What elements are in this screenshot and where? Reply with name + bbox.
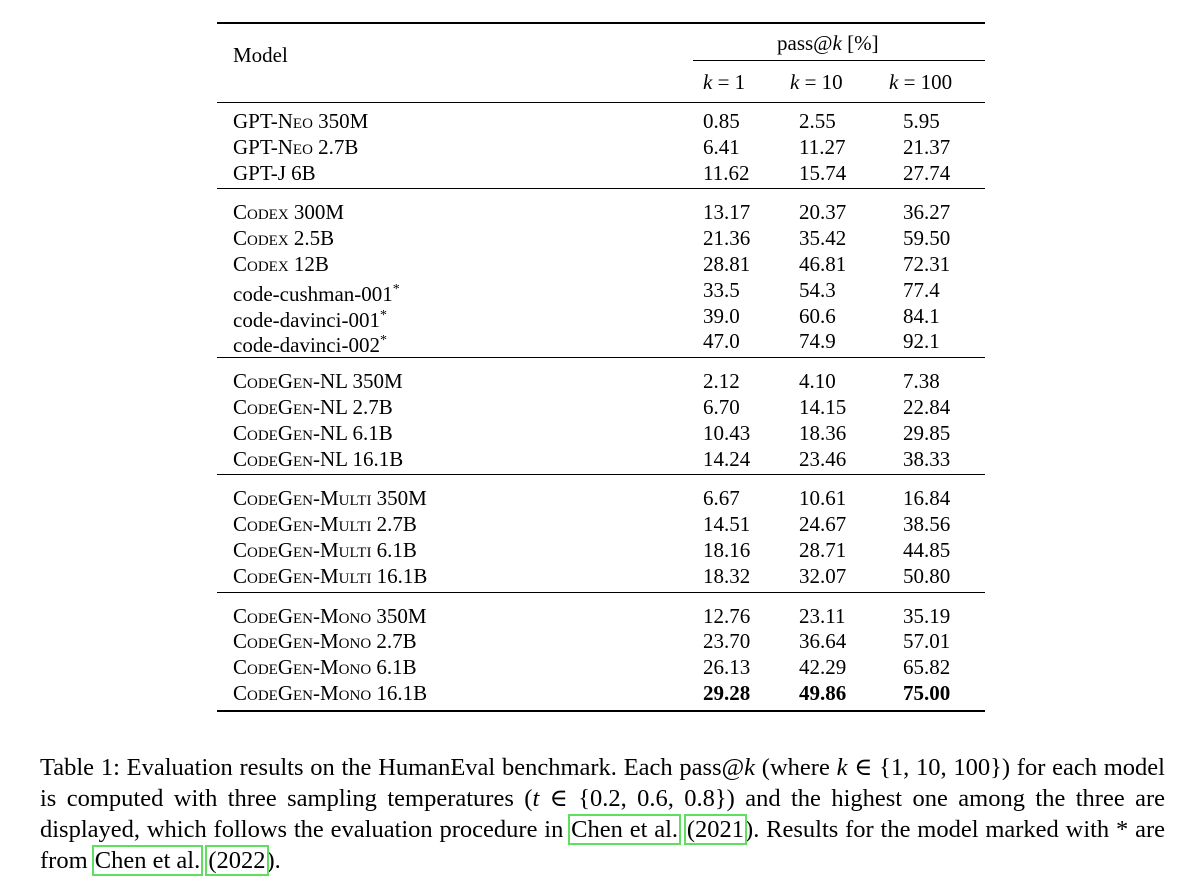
score-cell: 6.41 [703,134,740,159]
score-cell: 50.80 [903,563,951,588]
citation-link-chen-2021-name[interactable]: Chen et al. [571,816,679,843]
score-cell: 14.51 [703,512,751,537]
model-name: GPT-Neo 350M [233,109,369,133]
bottom-rule [217,710,985,712]
score-cell: 2.12 [703,369,740,394]
model-name: CodeGen-NL 6.1B [233,420,393,445]
model-name: CodeGen-Mono 350M [233,603,427,628]
score-cell: 44.85 [903,538,951,562]
table-caption [40,752,1165,876]
score-cell: 18.32 [703,563,751,588]
score-cell: 24.67 [799,512,847,537]
model-name: GPT-Neo 2.7B [233,134,359,159]
top-rule [217,22,985,24]
score-cell: 46.81 [799,252,847,276]
score-cell: 47.0 [703,329,740,354]
model-name: CodeGen-NL 350M [233,369,403,394]
k10-header: k = 10 [790,70,843,94]
score-cell: 26.13 [703,655,751,680]
score-cell: 7.38 [903,369,940,394]
model-name: CodeGen-Multi 6.1B [233,538,417,562]
caption-text-6: ). [266,847,281,874]
model-name: Codex 300M [233,200,345,225]
caption-text-5: ). Results for the model marked with * are from [40,816,1165,874]
k1-header: k = 1 [703,70,746,94]
score-cell: 27.74 [903,160,951,185]
citation-link-chen-2021-year[interactable]: (2021 [686,816,745,843]
score-cell: 21.36 [703,226,751,251]
score-cell: 42.29 [799,655,847,680]
model-name: CodeGen-NL 2.7B [233,395,393,419]
score-cell: 10.61 [799,486,847,511]
score-cell: 36.27 [903,200,951,225]
score-cell: 65.82 [903,655,951,680]
score-cell: 38.56 [903,512,951,537]
caption-text-1: Table 1: Evaluation results on the HumanEval benchmark. Each pass@ [40,754,745,781]
model-name: CodeGen-Mono 16.1B [233,681,428,705]
score-cell: 28.71 [799,538,847,562]
score-cell: 22.84 [903,395,951,419]
group-rule [217,357,985,358]
score-cell: 20.37 [799,200,847,225]
score-cell: 23.46 [799,446,847,471]
header-sub-rule [693,60,985,61]
score-cell: 39.0 [703,303,740,328]
pass-at-k-header: pass@k [%] [777,31,879,55]
model-name: code-davinci-001* [233,307,387,332]
caption-text-2: (where [755,754,837,781]
score-cell: 29.28 [703,681,751,705]
model-name: CodeGen-Multi 2.7B [233,512,417,537]
score-cell: 57.01 [903,629,951,654]
model-name: CodeGen-Multi 350M [233,486,427,511]
score-cell: 36.64 [799,629,847,654]
score-cell: 14.15 [799,395,847,419]
score-cell: 29.85 [903,420,951,445]
score-cell: 2.55 [799,109,836,133]
caption-text-3: ∈ {1, 10, 100}) for each model is computed with three sampling temperatures ( [40,754,1165,812]
score-cell: 54.3 [799,277,836,302]
score-cell: 60.6 [799,303,836,328]
model-name: CodeGen-Mono 2.7B [233,629,417,654]
score-cell: 15.74 [799,160,847,185]
score-cell: 28.81 [703,252,751,276]
score-cell: 4.10 [799,369,836,394]
score-cell: 6.70 [703,395,740,419]
score-cell: 21.37 [903,134,951,159]
score-cell: 38.33 [903,446,951,471]
score-cell: 84.1 [903,303,940,328]
model-name: CodeGen-Mono 6.1B [233,655,417,680]
caption-text-4: ∈ {0.2, 0.6, 0.8}) and the highest one among the three are displayed, which follows the evaluation procedure in [40,785,1166,843]
score-cell: 59.50 [903,226,951,251]
score-cell: 32.07 [799,563,847,588]
model-name: CodeGen-NL 16.1B [233,446,404,471]
model-column-header: Model [233,43,288,67]
score-cell: 12.76 [703,603,751,628]
score-cell: 49.86 [799,681,847,705]
model-name: Codex 2.5B [233,226,335,251]
score-cell: 11.62 [703,160,750,185]
caption-t: t [532,785,540,812]
score-cell: 18.16 [703,538,751,562]
score-cell: 23.70 [703,629,751,654]
model-name: code-cushman-001* [233,281,400,306]
caption-k-1: k [744,754,756,781]
score-cell: 5.95 [903,109,940,133]
model-name: CodeGen-Multi 16.1B [233,563,428,588]
score-cell: 18.36 [799,420,847,445]
score-cell: 23.11 [799,603,846,628]
model-name: GPT-J 6B [233,160,316,185]
score-cell: 13.17 [703,200,751,225]
score-cell: 10.43 [703,420,751,445]
score-cell: 72.31 [903,252,951,276]
group-rule [217,188,985,189]
score-cell: 74.9 [799,329,836,354]
score-cell: 16.84 [903,486,951,511]
score-cell: 35.42 [799,226,847,251]
citation-link-chen-2022-name[interactable]: Chen et al. [94,847,201,874]
caption-k-2: k [836,754,848,781]
citation-link-chen-2022-year[interactable]: (2022 [208,847,266,874]
score-cell: 77.4 [903,277,940,302]
group-rule [217,592,985,593]
k100-header: k = 100 [889,70,953,94]
score-cell: 92.1 [903,329,940,354]
score-cell: 0.85 [703,109,740,133]
model-name: code-davinci-002* [233,333,387,358]
score-cell: 75.00 [903,681,951,705]
score-cell: 11.27 [799,134,846,159]
score-cell: 33.5 [703,277,740,302]
model-name: Codex 12B [233,252,329,276]
score-cell: 14.24 [703,446,751,471]
score-cell: 6.67 [703,486,740,511]
group-rule [217,474,985,475]
header-rule [217,102,985,103]
score-cell: 35.19 [903,603,951,628]
